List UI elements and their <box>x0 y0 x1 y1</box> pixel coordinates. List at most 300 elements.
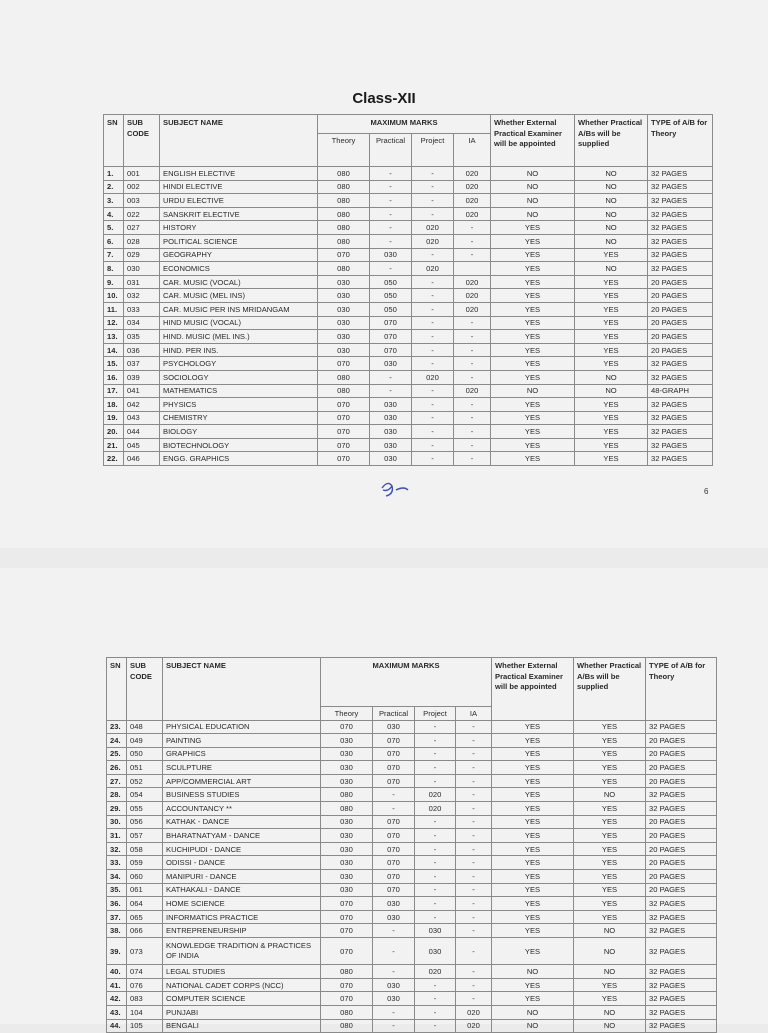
cell-sub-code: 058 <box>127 842 163 856</box>
cell-theory: 080 <box>318 384 370 398</box>
cell-theory: 030 <box>318 330 370 344</box>
cell-ia: 020 <box>456 1019 492 1033</box>
cell-type-ab: 32 PAGES <box>648 357 713 371</box>
cell-type-ab: 32 PAGES <box>648 234 713 248</box>
cell-theory: 030 <box>318 302 370 316</box>
cell-external-examiner: YES <box>492 720 574 734</box>
cell-type-ab: 32 PAGES <box>648 438 713 452</box>
cell-ia: - <box>456 761 492 775</box>
cell-theory: 030 <box>321 761 373 775</box>
cell-subject-name: BENGALI <box>163 1019 321 1033</box>
table-row <box>104 207 713 221</box>
cell-ia: - <box>454 343 491 357</box>
cell-sn: 30. <box>107 815 127 829</box>
cell-sn: 12. <box>104 316 124 330</box>
header-practical-ab: Whether Practical A/Bs will be supplied <box>575 115 648 167</box>
cell-project: 020 <box>412 262 454 276</box>
cell-type-ab: 20 PAGES <box>648 275 713 289</box>
cell-type-ab: 32 PAGES <box>646 992 717 1006</box>
cell-practical: - <box>370 167 412 181</box>
cell-sub-code: 065 <box>127 910 163 924</box>
header-maximum-marks: MAXIMUM MARKS <box>321 658 492 707</box>
cell-sn: 39. <box>107 938 127 965</box>
table-row <box>107 747 717 761</box>
cell-ia: - <box>456 815 492 829</box>
cell-sub-code: 036 <box>124 343 160 357</box>
cell-sub-code: 041 <box>124 384 160 398</box>
cell-external-examiner: YES <box>491 438 575 452</box>
cell-ia: - <box>454 357 491 371</box>
table-row <box>107 965 717 979</box>
cell-theory: 070 <box>318 438 370 452</box>
cell-sn: 29. <box>107 802 127 816</box>
cell-sub-code: 074 <box>127 965 163 979</box>
cell-practical: 070 <box>373 815 415 829</box>
cell-sub-code: 076 <box>127 978 163 992</box>
cell-theory: 030 <box>321 815 373 829</box>
cell-practical-ab: YES <box>574 815 646 829</box>
table-row <box>107 720 717 734</box>
cell-practical-ab: YES <box>575 452 648 466</box>
cell-sub-code: 050 <box>127 747 163 761</box>
table-row <box>104 330 713 344</box>
cell-type-ab: 32 PAGES <box>648 370 713 384</box>
header-maximum-marks: MAXIMUM MARKS <box>318 115 491 134</box>
cell-theory: 030 <box>318 275 370 289</box>
cell-external-examiner: YES <box>492 978 574 992</box>
cell-practical: - <box>370 234 412 248</box>
cell-practical-ab: NO <box>575 180 648 194</box>
cell-ia: - <box>454 425 491 439</box>
cell-sn: 41. <box>107 978 127 992</box>
table-row <box>104 438 713 452</box>
cell-sub-code: 029 <box>124 248 160 262</box>
header-practical-ab: Whether Practical A/Bs will be supplied <box>574 658 646 721</box>
table-row <box>107 897 717 911</box>
table-row <box>107 938 717 965</box>
cell-sub-code: 051 <box>127 761 163 775</box>
cell-subject-name: HIND. MUSIC (MEL INS.) <box>160 330 318 344</box>
cell-practical-ab: NO <box>575 234 648 248</box>
cell-type-ab: 32 PAGES <box>646 910 717 924</box>
cell-project: - <box>412 302 454 316</box>
cell-external-examiner: YES <box>491 425 575 439</box>
cell-external-examiner: YES <box>492 897 574 911</box>
cell-practical-ab: YES <box>575 343 648 357</box>
cell-external-examiner: YES <box>492 815 574 829</box>
cell-subject-name: BUSINESS STUDIES <box>163 788 321 802</box>
cell-ia: - <box>454 370 491 384</box>
cell-subject-name: MATHEMATICS <box>160 384 318 398</box>
cell-project: - <box>412 425 454 439</box>
cell-project: 020 <box>412 234 454 248</box>
cell-practical: 070 <box>373 761 415 775</box>
cell-sn: 21. <box>104 438 124 452</box>
cell-practical: 030 <box>370 357 412 371</box>
cell-practical: 070 <box>373 734 415 748</box>
cell-practical: - <box>373 788 415 802</box>
cell-sn: 13. <box>104 330 124 344</box>
cell-practical-ab: YES <box>575 302 648 316</box>
cell-sn: 2. <box>104 180 124 194</box>
cell-practical: - <box>370 194 412 208</box>
cell-type-ab: 32 PAGES <box>648 452 713 466</box>
cell-theory: 030 <box>318 289 370 303</box>
cell-type-ab: 32 PAGES <box>646 788 717 802</box>
cell-theory: 030 <box>321 870 373 884</box>
cell-practical-ab: NO <box>574 1005 646 1019</box>
table-row <box>104 248 713 262</box>
cell-practical: - <box>373 1005 415 1019</box>
cell-practical: - <box>370 180 412 194</box>
cell-theory: 080 <box>321 1019 373 1033</box>
cell-sub-code: 031 <box>124 275 160 289</box>
cell-type-ab: 32 PAGES <box>648 262 713 276</box>
cell-theory: 070 <box>318 411 370 425</box>
cell-sub-code: 104 <box>127 1005 163 1019</box>
cell-theory: 070 <box>321 992 373 1006</box>
cell-practical: 030 <box>370 438 412 452</box>
subject-table-2 <box>106 657 717 1033</box>
cell-subject-name: BIOLOGY <box>160 425 318 439</box>
cell-theory: 030 <box>321 747 373 761</box>
cell-theory: 080 <box>318 207 370 221</box>
cell-practical-ab: NO <box>575 194 648 208</box>
cell-project: - <box>412 384 454 398</box>
cell-practical-ab: YES <box>574 747 646 761</box>
cell-project: - <box>415 870 456 884</box>
cell-practical-ab: YES <box>575 411 648 425</box>
cell-practical-ab: NO <box>574 788 646 802</box>
cell-sub-code: 049 <box>127 734 163 748</box>
cell-practical: 050 <box>370 289 412 303</box>
cell-project: - <box>415 883 456 897</box>
cell-sn: 15. <box>104 357 124 371</box>
cell-subject-name: SANSKRIT ELECTIVE <box>160 207 318 221</box>
cell-theory: 070 <box>321 978 373 992</box>
cell-ia: 020 <box>454 384 491 398</box>
cell-type-ab: 32 PAGES <box>646 897 717 911</box>
cell-practical-ab: NO <box>574 924 646 938</box>
cell-type-ab: 20 PAGES <box>646 734 717 748</box>
cell-practical: 030 <box>370 425 412 439</box>
cell-external-examiner: YES <box>491 357 575 371</box>
cell-external-examiner: YES <box>491 370 575 384</box>
cell-ia: - <box>454 398 491 412</box>
cell-subject-name: KUCHIPUDI - DANCE <box>163 842 321 856</box>
cell-practical: 050 <box>370 275 412 289</box>
cell-ia: - <box>454 221 491 235</box>
table-row <box>107 815 717 829</box>
cell-subject-name: HOME SCIENCE <box>163 897 321 911</box>
cell-ia: - <box>456 720 492 734</box>
table-row <box>107 1019 717 1033</box>
cell-subject-name: COMPUTER SCIENCE <box>163 992 321 1006</box>
cell-sn: 8. <box>104 262 124 276</box>
cell-practical: 030 <box>373 978 415 992</box>
cell-project: - <box>412 207 454 221</box>
table-row <box>104 411 713 425</box>
cell-type-ab: 32 PAGES <box>646 802 717 816</box>
cell-sn: 1. <box>104 167 124 181</box>
cell-theory: 030 <box>321 883 373 897</box>
cell-practical: 070 <box>370 330 412 344</box>
cell-theory: 070 <box>321 910 373 924</box>
cell-theory: 080 <box>318 234 370 248</box>
header-subject-name: SUBJECT NAME <box>160 115 318 167</box>
cell-subject-name: ODISSI - DANCE <box>163 856 321 870</box>
cell-ia: - <box>456 774 492 788</box>
cell-external-examiner: NO <box>491 207 575 221</box>
cell-type-ab: 20 PAGES <box>646 870 717 884</box>
cell-sn: 32. <box>107 842 127 856</box>
cell-subject-name: HIND. PER INS. <box>160 343 318 357</box>
cell-ia: 020 <box>454 180 491 194</box>
cell-sub-code: 003 <box>124 194 160 208</box>
cell-ia <box>454 262 491 276</box>
cell-project: - <box>412 316 454 330</box>
cell-practical-ab: YES <box>574 734 646 748</box>
cell-sn: 26. <box>107 761 127 775</box>
cell-sn: 20. <box>104 425 124 439</box>
cell-practical: 070 <box>373 856 415 870</box>
table-row <box>107 870 717 884</box>
header-theory: Theory <box>318 134 370 167</box>
cell-sub-code: 022 <box>124 207 160 221</box>
cell-external-examiner: NO <box>491 180 575 194</box>
cell-type-ab: 20 PAGES <box>646 747 717 761</box>
cell-type-ab: 20 PAGES <box>646 883 717 897</box>
cell-project: 030 <box>415 924 456 938</box>
cell-subject-name: ENGLISH ELECTIVE <box>160 167 318 181</box>
table-row <box>104 357 713 371</box>
cell-sub-code: 028 <box>124 234 160 248</box>
table-body-2 <box>107 720 717 1033</box>
cell-practical-ab: YES <box>575 289 648 303</box>
cell-sn: 7. <box>104 248 124 262</box>
cell-project: - <box>415 720 456 734</box>
cell-practical-ab: NO <box>575 167 648 181</box>
cell-sn: 43. <box>107 1005 127 1019</box>
cell-practical-ab: NO <box>574 938 646 965</box>
table-row <box>104 234 713 248</box>
cell-theory: 080 <box>318 180 370 194</box>
cell-ia: - <box>454 330 491 344</box>
table-row <box>107 802 717 816</box>
cell-sn: 23. <box>107 720 127 734</box>
table-row <box>104 425 713 439</box>
cell-project: - <box>412 289 454 303</box>
cell-sub-code: 066 <box>127 924 163 938</box>
cell-external-examiner: YES <box>491 343 575 357</box>
cell-sn: 38. <box>107 924 127 938</box>
cell-practical-ab: YES <box>575 316 648 330</box>
cell-ia: - <box>454 452 491 466</box>
cell-theory: 030 <box>318 343 370 357</box>
cell-ia: 020 <box>454 275 491 289</box>
header-sn: SN <box>104 115 124 167</box>
page-title: Class-XII <box>352 90 416 107</box>
cell-external-examiner: YES <box>492 938 574 965</box>
cell-practical: 030 <box>373 720 415 734</box>
cell-ia: 020 <box>454 194 491 208</box>
cell-sub-code: 044 <box>124 425 160 439</box>
cell-project: - <box>415 734 456 748</box>
cell-subject-name: SCULPTURE <box>163 761 321 775</box>
cell-sub-code: 030 <box>124 262 160 276</box>
cell-sub-code: 001 <box>124 167 160 181</box>
cell-practical: - <box>370 370 412 384</box>
cell-ia: 020 <box>454 167 491 181</box>
subject-table-1 <box>103 114 713 466</box>
cell-type-ab: 20 PAGES <box>646 829 717 843</box>
cell-practical-ab: NO <box>575 221 648 235</box>
cell-subject-name: ACCOUNTANCY ** <box>163 802 321 816</box>
cell-ia: - <box>456 734 492 748</box>
cell-ia: - <box>454 234 491 248</box>
table-row <box>104 452 713 466</box>
cell-theory: 080 <box>318 221 370 235</box>
cell-ia: - <box>456 897 492 911</box>
cell-project: - <box>415 897 456 911</box>
table-row <box>104 194 713 208</box>
cell-subject-name: KATHAK - DANCE <box>163 815 321 829</box>
cell-sn: 42. <box>107 992 127 1006</box>
cell-theory: 080 <box>321 788 373 802</box>
cell-external-examiner: YES <box>492 856 574 870</box>
cell-project: - <box>412 248 454 262</box>
table-row <box>104 398 713 412</box>
cell-project: - <box>412 194 454 208</box>
cell-practical: 030 <box>373 897 415 911</box>
cell-project: - <box>412 167 454 181</box>
cell-theory: 070 <box>318 425 370 439</box>
cell-external-examiner: NO <box>492 1005 574 1019</box>
cell-theory: 070 <box>318 398 370 412</box>
cell-external-examiner: YES <box>492 774 574 788</box>
cell-sub-code: 060 <box>127 870 163 884</box>
cell-practical: 070 <box>370 316 412 330</box>
cell-type-ab: 32 PAGES <box>648 180 713 194</box>
table-row <box>107 774 717 788</box>
cell-practical: 050 <box>370 302 412 316</box>
cell-practical: - <box>370 221 412 235</box>
signature-mark <box>378 478 412 498</box>
cell-project: - <box>412 438 454 452</box>
cell-ia: - <box>456 965 492 979</box>
cell-practical: 070 <box>373 883 415 897</box>
cell-sn: 11. <box>104 302 124 316</box>
cell-subject-name: BIOTECHNOLOGY <box>160 438 318 452</box>
cell-subject-name: MANIPURI - DANCE <box>163 870 321 884</box>
table-row <box>104 343 713 357</box>
cell-type-ab: 32 PAGES <box>646 938 717 965</box>
cell-type-ab: 20 PAGES <box>648 330 713 344</box>
cell-type-ab: 32 PAGES <box>646 978 717 992</box>
cell-subject-name: NATIONAL CADET CORPS (NCC) <box>163 978 321 992</box>
table-body-1 <box>104 167 713 466</box>
cell-sub-code: 055 <box>127 802 163 816</box>
cell-type-ab: 32 PAGES <box>648 425 713 439</box>
cell-subject-name: LEGAL STUDIES <box>163 965 321 979</box>
cell-practical-ab: NO <box>575 370 648 384</box>
table-row <box>107 883 717 897</box>
cell-external-examiner: YES <box>492 802 574 816</box>
cell-subject-name: PUNJABI <box>163 1005 321 1019</box>
cell-project: 020 <box>412 370 454 384</box>
cell-ia: - <box>456 870 492 884</box>
cell-subject-name: URDU ELECTIVE <box>160 194 318 208</box>
cell-project: - <box>415 761 456 775</box>
cell-practical-ab: YES <box>575 275 648 289</box>
cell-practical-ab: YES <box>575 438 648 452</box>
table-row <box>104 302 713 316</box>
cell-sn: 36. <box>107 897 127 911</box>
table-row <box>107 788 717 802</box>
table-row <box>104 180 713 194</box>
cell-sub-code: 052 <box>127 774 163 788</box>
cell-project: 030 <box>415 938 456 965</box>
cell-theory: 030 <box>321 856 373 870</box>
cell-practical: - <box>373 938 415 965</box>
cell-practical-ab: YES <box>574 856 646 870</box>
cell-subject-name: ECONOMICS <box>160 262 318 276</box>
cell-sn: 4. <box>104 207 124 221</box>
cell-sub-code: 054 <box>127 788 163 802</box>
header-sub-code: SUB CODE <box>124 115 160 167</box>
cell-practical-ab: YES <box>574 870 646 884</box>
cell-external-examiner: YES <box>491 398 575 412</box>
cell-type-ab: 32 PAGES <box>648 167 713 181</box>
cell-project: 020 <box>415 802 456 816</box>
cell-sub-code: 037 <box>124 357 160 371</box>
table-row <box>107 829 717 843</box>
cell-ia: 020 <box>454 289 491 303</box>
cell-practical: 030 <box>370 398 412 412</box>
cell-sn: 27. <box>107 774 127 788</box>
header-practical: Practical <box>373 707 415 721</box>
cell-external-examiner: YES <box>491 275 575 289</box>
cell-subject-name: KATHAKALI - DANCE <box>163 883 321 897</box>
cell-sub-code: 048 <box>127 720 163 734</box>
cell-external-examiner: YES <box>492 883 574 897</box>
cell-external-examiner: YES <box>492 734 574 748</box>
cell-external-examiner: YES <box>491 248 575 262</box>
cell-project: - <box>415 815 456 829</box>
cell-sn: 31. <box>107 829 127 843</box>
cell-type-ab: 32 PAGES <box>646 965 717 979</box>
cell-project: - <box>415 1005 456 1019</box>
cell-practical: 070 <box>373 870 415 884</box>
table-row <box>104 370 713 384</box>
cell-ia: - <box>454 248 491 262</box>
cell-sub-code: 034 <box>124 316 160 330</box>
cell-practical: 070 <box>373 829 415 843</box>
cell-project: - <box>412 452 454 466</box>
cell-project: - <box>415 1019 456 1033</box>
cell-project: - <box>415 747 456 761</box>
cell-external-examiner: YES <box>492 924 574 938</box>
cell-sub-code: 035 <box>124 330 160 344</box>
cell-project: - <box>415 910 456 924</box>
cell-ia: - <box>454 316 491 330</box>
cell-external-examiner: YES <box>492 761 574 775</box>
cell-external-examiner: YES <box>491 411 575 425</box>
cell-sn: 3. <box>104 194 124 208</box>
cell-ia: - <box>456 802 492 816</box>
cell-external-examiner: YES <box>491 330 575 344</box>
cell-practical: 070 <box>370 343 412 357</box>
